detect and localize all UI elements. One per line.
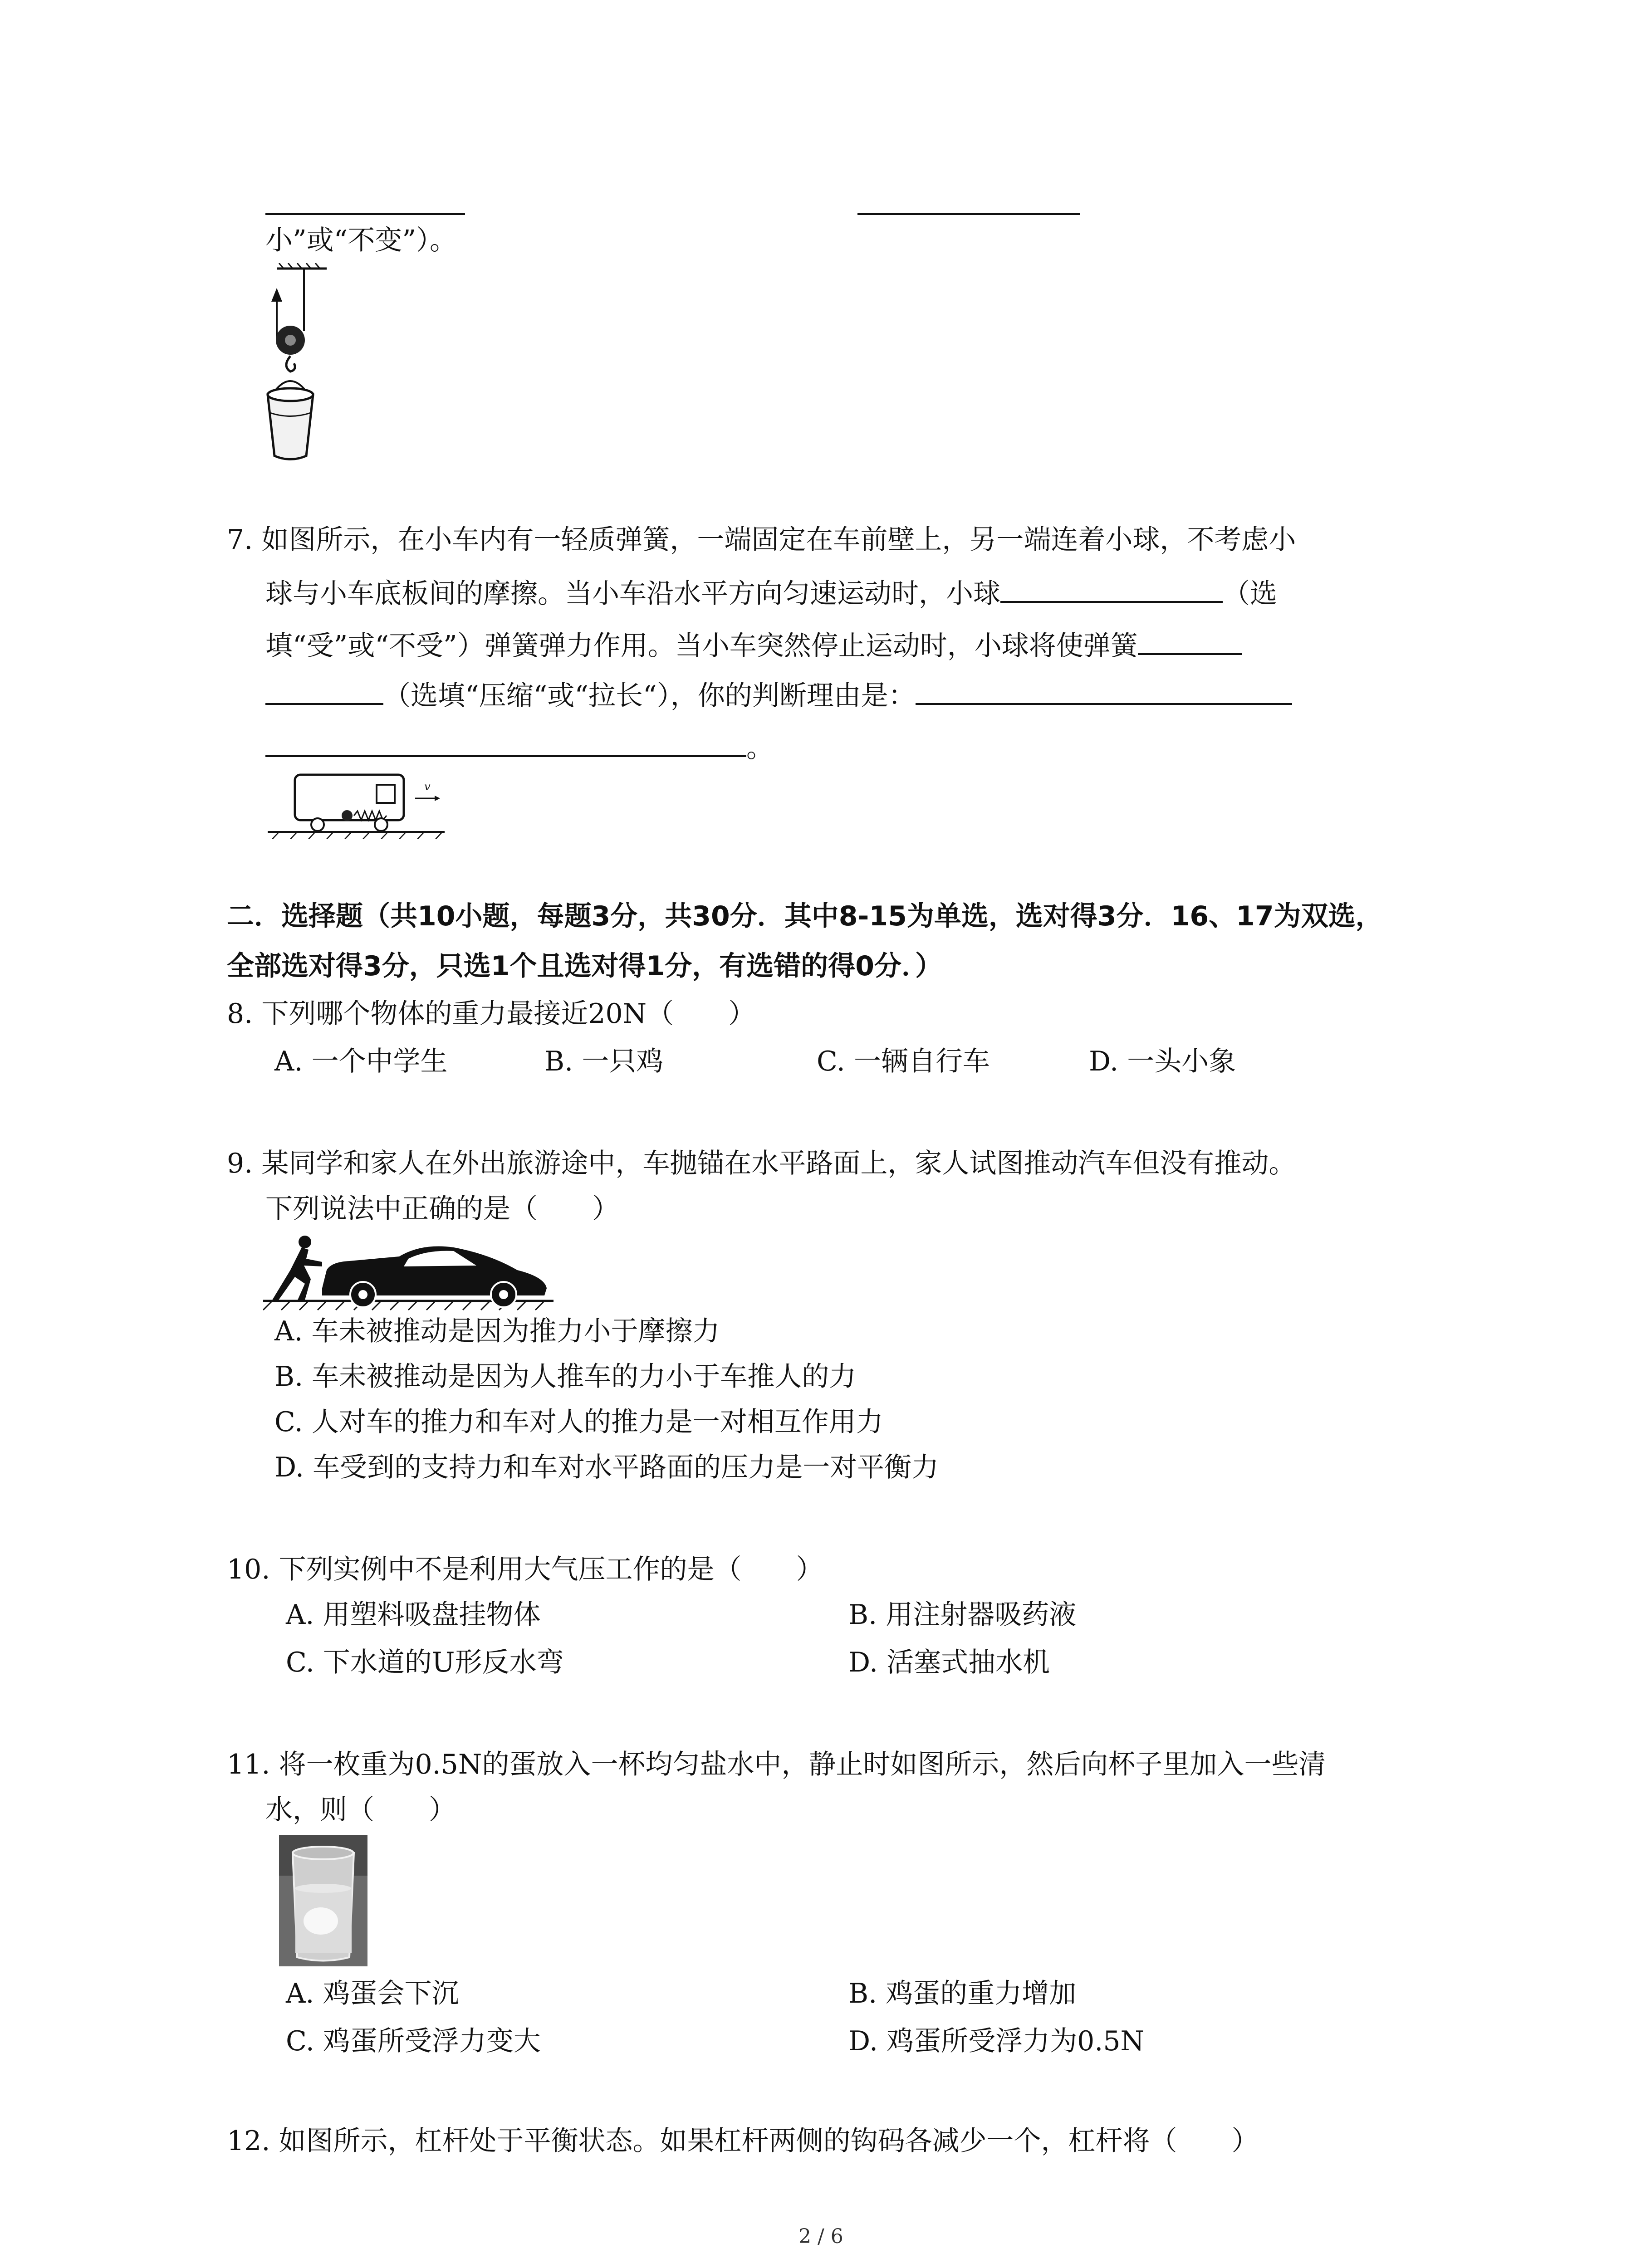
q9-option-d[interactable]: D. 车受到的支持力和车对水平路面的压力是一对平衡力 [274, 1452, 939, 1483]
q10-option-d[interactable]: D. 活塞式抽水机 [848, 1647, 1050, 1678]
answer-blank[interactable] [265, 213, 465, 215]
answer-blank[interactable] [916, 676, 1292, 705]
q7-line1: 7. 如图所示，在小车内有一轻质弹簧，一端固定在车前壁上，另一端连着小球，不考虑小 [227, 524, 1296, 556]
q7-line4: （选填“压缩“或“拉长“），你的判断理由是： [265, 676, 1292, 714]
q12-stem: 12. 如图所示，杠杆处于平衡状态。如果杠杆两侧的钩码各减少一个，杠杆将（ ） [227, 2125, 1259, 2157]
push-car-figure [263, 1234, 554, 1311]
answer-blank[interactable] [1000, 574, 1223, 603]
q8-option-d[interactable]: D. 一头小象 [1089, 1046, 1236, 1077]
page-number: 2 / 6 [798, 2225, 843, 2248]
q8-option-b[interactable]: B. 一只鸡 [544, 1046, 664, 1077]
q11-stem-line1: 11. 将一枚重为0.5N的蛋放入一杯均匀盐水中，静止时如图所示，然后向杯子里加入一些清 [227, 1749, 1326, 1780]
pulley-bucket-figure [263, 263, 354, 463]
answer-blank[interactable] [265, 676, 383, 705]
q10-stem: 10. 下列实例中不是利用大气压工作的是（ ） [227, 1554, 823, 1585]
q8-stem: 8. 下列哪个物体的重力最接近20N（ ） [227, 998, 756, 1030]
velocity-label: v [424, 780, 431, 793]
q7-line3: 填“受”或“不受”）弹簧弹力作用。当小车突然停止运动时，小球将使弹簧 [265, 626, 1242, 664]
q6-continuation: 小”或“不变”）。 [265, 225, 457, 256]
q9-option-a[interactable]: A. 车未被推动是因为推力小于摩擦力 [274, 1315, 720, 1347]
q11-option-d[interactable]: D. 鸡蛋所受浮力为0.5N [848, 2025, 1145, 2057]
section-2-heading-line2: 全部选对得3分，只选1个且选对得1分，有选错的得0分．） [227, 950, 942, 982]
q10-option-b[interactable]: B. 用注射器吸药液 [848, 1599, 1077, 1631]
section-2-heading-line1: 二．选择题（共10小题，每题3分，共30分．其中8-15为单选，选对得3分．16、17为双选， [227, 900, 1383, 932]
q9-option-c[interactable]: C. 人对车的推力和车对人的推力是一对相互作用力 [274, 1406, 883, 1438]
answer-blank[interactable] [1138, 626, 1242, 655]
q10-option-c[interactable]: C. 下水道的U形反水弯 [286, 1647, 564, 1678]
egg-in-glass-figure [279, 1835, 367, 1966]
answer-blank[interactable] [265, 728, 746, 757]
q9-stem-line2: 下列说法中正确的是（ ） [265, 1193, 619, 1225]
q8-option-a[interactable]: A. 一个中学生 [274, 1046, 448, 1077]
answer-blank[interactable] [857, 213, 1080, 215]
q8-option-c[interactable]: C. 一辆自行车 [817, 1046, 990, 1077]
q10-option-a[interactable]: A. 用塑料吸盘挂物体 [286, 1599, 541, 1631]
q9-option-b[interactable]: B. 车未被推动是因为人推车的力小于车推人的力 [274, 1361, 857, 1393]
q11-option-c[interactable]: C. 鸡蛋所受浮力变大 [286, 2025, 541, 2057]
q11-option-b[interactable]: B. 鸡蛋的重力增加 [848, 1978, 1077, 2009]
q9-stem-line1: 9. 某同学和家人在外出旅游途中，车抛锚在水平路面上，家人试图推动汽车但没有推动。 [227, 1148, 1296, 1179]
cart-spring-figure [268, 771, 449, 839]
q11-stem-line2: 水，则（ ） [265, 1794, 456, 1826]
q7-line5: 。 [265, 728, 774, 766]
q11-option-a[interactable]: A. 鸡蛋会下沉 [286, 1978, 459, 2009]
q7-line2: 球与小车底板间的摩擦。当小车沿水平方向匀速运动时，小球 （选 [265, 574, 1277, 612]
